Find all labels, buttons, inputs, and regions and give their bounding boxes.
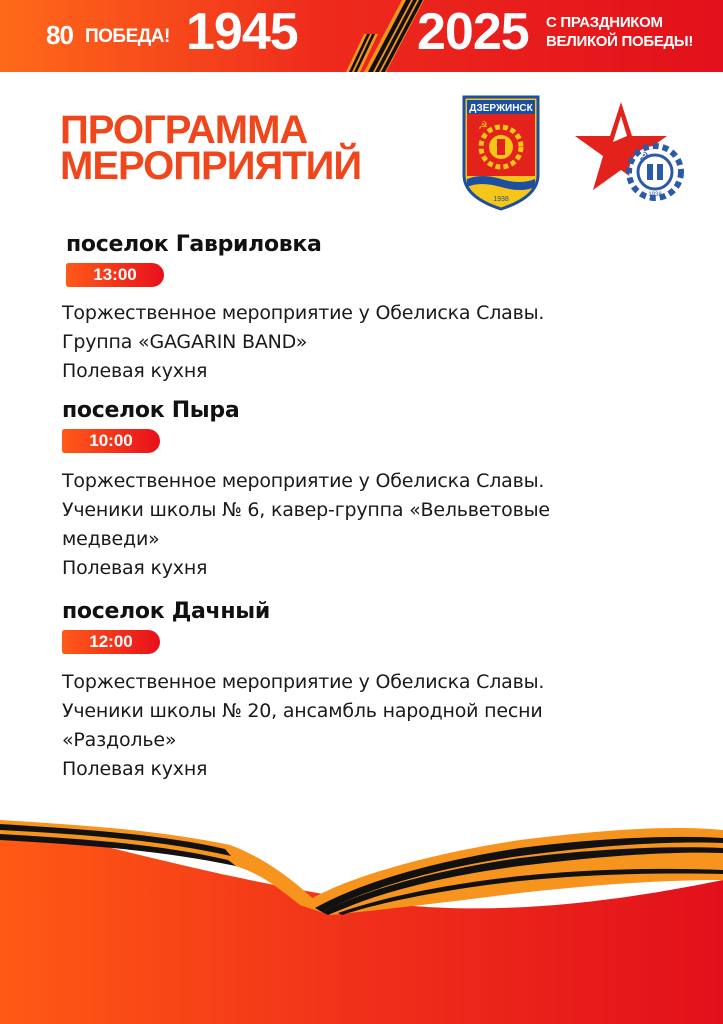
year-end: 2025 bbox=[417, 3, 529, 61]
event-description-line: Торжественное мероприятие у Обелиска Славы. bbox=[62, 671, 545, 693]
event-description-line: Группа «GAGARIN BAND» bbox=[62, 331, 308, 353]
page-title-line2: МЕРОПРИЯТИЙ bbox=[60, 144, 362, 188]
emblem-year: 1938 bbox=[648, 192, 662, 198]
event-section bbox=[62, 599, 702, 784]
event-description-line: «Раздолье» bbox=[62, 729, 177, 751]
st-george-ribbon-icon bbox=[316, 0, 426, 72]
event-location: поселок Дачный bbox=[62, 599, 270, 624]
event-location: поселок Пыра bbox=[62, 398, 240, 423]
pobeda-label: ПОБЕДА! bbox=[85, 26, 170, 47]
year-start: 1945 bbox=[186, 3, 298, 61]
star-gear-emblem-icon bbox=[573, 98, 691, 210]
svg-text:☭: ☭ bbox=[639, 150, 649, 163]
coat-year: 1938 bbox=[493, 196, 509, 203]
greeting-line1: С ПРАЗДНИКОМ bbox=[546, 14, 663, 31]
greeting-line2: ВЕЛИКОЙ ПОБЕДЫ! bbox=[546, 33, 694, 50]
event-time-badge: 12:00 bbox=[62, 630, 160, 654]
page-title-line1: ПРОГРАММА bbox=[60, 108, 308, 152]
event-description-line: Полевая кухня bbox=[62, 758, 208, 780]
event-description-line: Торжественное мероприятие у Обелиска Славы. bbox=[62, 470, 545, 492]
city-coat-of-arms-icon bbox=[462, 95, 540, 211]
anniversary-number: 80 bbox=[46, 20, 73, 50]
event-description bbox=[62, 467, 702, 583]
event-description-line: Ученики школы № 6, кавер-группа «Вельветовые bbox=[62, 499, 550, 521]
event-description bbox=[62, 299, 702, 386]
event-description-line: Торжественное мероприятие у Обелиска Славы. bbox=[62, 302, 545, 324]
event-section bbox=[62, 232, 702, 386]
page-title bbox=[60, 108, 362, 188]
event-description bbox=[62, 668, 702, 784]
event-description-line: медведи» bbox=[62, 528, 160, 550]
event-time-badge: 13:00 bbox=[66, 263, 164, 287]
event-time-badge: 10:00 bbox=[62, 429, 160, 453]
event-section bbox=[62, 398, 702, 583]
greeting bbox=[546, 13, 693, 51]
event-description-line: Полевая кухня bbox=[62, 360, 208, 382]
coat-city-name: ДЗЕРЖИНСК bbox=[469, 103, 533, 114]
top-banner bbox=[0, 0, 723, 72]
event-description-line: Полевая кухня bbox=[62, 557, 208, 579]
event-location: поселок Гавриловка bbox=[66, 232, 322, 257]
event-description-line: Ученики школы № 20, ансамбль народной песни bbox=[62, 700, 543, 722]
svg-text:☭: ☭ bbox=[478, 119, 488, 132]
st-george-ribbon-icon bbox=[0, 820, 723, 915]
